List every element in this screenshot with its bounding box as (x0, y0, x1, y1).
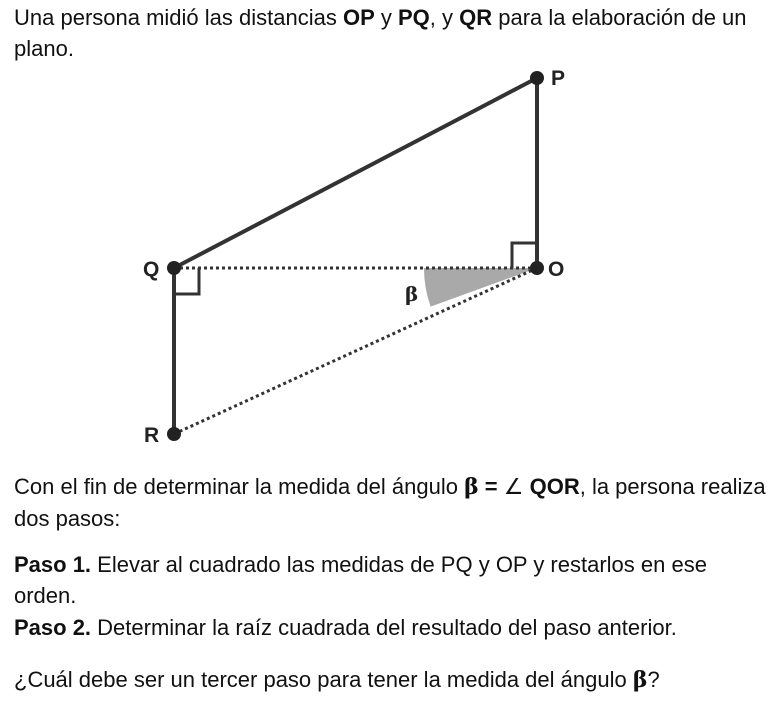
step-2 (14, 612, 774, 643)
condition-text-1: Con el fin de determinar la medida del ángulo (14, 474, 465, 499)
intro-text-1: Una persona midió las distancias (14, 5, 343, 30)
segment-or-dotted (174, 268, 537, 434)
segment-pq: PQ (397, 5, 430, 30)
intro-text-4: para la elaboración de un plano. (14, 5, 747, 61)
point-q (167, 261, 181, 275)
step-1-text: Elevar al cuadrado las medidas de PQ y OP y restarlos en ese orden. (14, 552, 707, 608)
point-p (530, 71, 544, 85)
angle-symbol: ∠ (503, 475, 524, 500)
label-p: P (551, 67, 566, 90)
equals-sign: = (478, 474, 504, 499)
label-beta: β (405, 282, 419, 306)
point-r (167, 427, 181, 441)
condition-text-2: , la persona realiza dos pasos: (14, 474, 766, 531)
step-2-label: Paso 2. (14, 615, 92, 640)
segment-qp (174, 78, 537, 268)
question-text-2: ? (647, 667, 660, 692)
intro-text-2: y (374, 5, 398, 30)
step-1 (14, 549, 774, 611)
beta-symbol: β (464, 474, 479, 500)
condition-paragraph (14, 471, 774, 534)
label-o: O (548, 258, 565, 281)
segment-op: OP (342, 5, 375, 30)
segment-qr: QR (459, 5, 493, 30)
question-beta-symbol: β (632, 667, 648, 693)
intro-text-3: , y (429, 5, 460, 30)
step-2-text: Determinar la raíz cuadrada del resultado del paso anterior. (91, 615, 677, 640)
step-1-label: Paso 1. (14, 552, 92, 577)
label-q: Q (143, 258, 160, 281)
angle-beta-sector (424, 268, 537, 307)
point-o (530, 261, 544, 275)
label-r: R (144, 424, 160, 447)
angle-name-qor: QOR (523, 474, 580, 499)
question-paragraph (14, 664, 774, 696)
question-text-1: ¿Cuál debe ser un tercer paso para tener la medida del ángulo (14, 667, 633, 692)
